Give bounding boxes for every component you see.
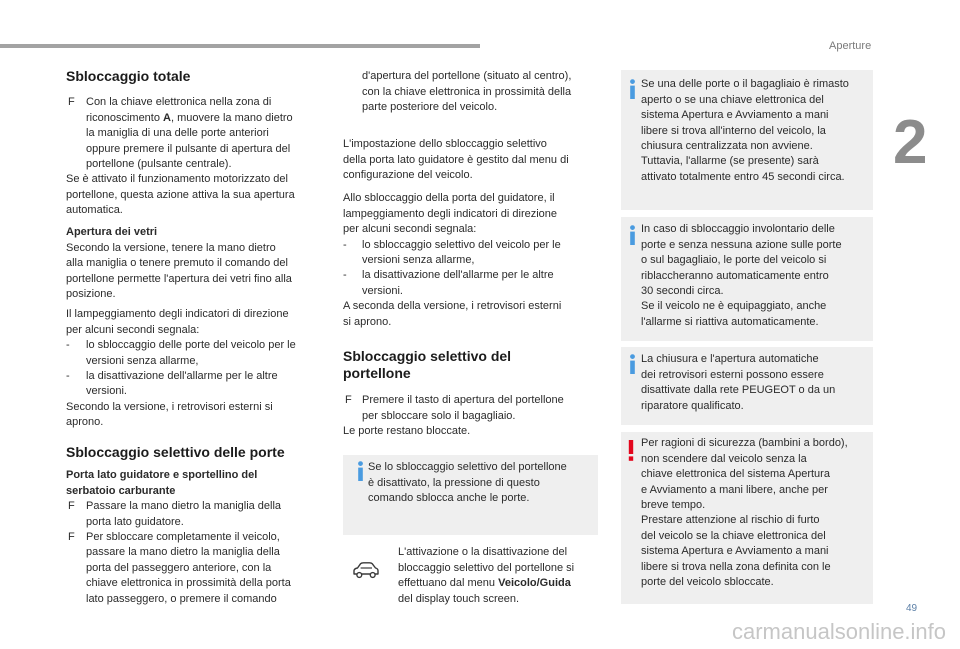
text-line: attivato totalmente entro 45 secondi circa.	[641, 170, 845, 183]
text-line: portellone	[343, 364, 411, 381]
dash-marker: -	[343, 269, 347, 282]
list-item-lines	[86, 338, 328, 369]
info-box-lines	[368, 460, 598, 506]
text-line: aperto o se una chiave elettronica del	[641, 93, 824, 106]
section-title: Aperture	[829, 40, 872, 52]
text-line: versioni senza allarme,	[86, 354, 199, 367]
text-line: lato passeggero, o premere il comando	[86, 592, 277, 605]
text-line: Se lo sbloccaggio selettivo del portellone	[368, 461, 567, 474]
text-segment: riconoscimento	[86, 111, 164, 124]
text-line: Con la chiave elettronica nella zona di	[86, 96, 272, 109]
text-line: portellone (pulsante centrale).	[86, 157, 232, 170]
watermark: carmanualsonline.info	[732, 619, 947, 644]
text-line: Le porte restano bloccate.	[343, 425, 471, 438]
text-line: la disattivazione dell'allarme per le altre	[362, 269, 554, 282]
chapter-number: 2	[893, 108, 928, 177]
paragraph	[66, 241, 328, 303]
text-line: oppure premere il pulsante di apertura del	[86, 142, 291, 155]
text-line: aprono.	[66, 416, 104, 429]
text-line: o sul bagagliaio, le porte del veicolo si	[641, 254, 827, 267]
text-line: Prestare attenzione al rischio di furto	[641, 514, 820, 527]
text-line: disattivate dalla rete PEUGEOT o da un	[641, 384, 836, 397]
paragraph	[66, 307, 328, 338]
setting-paragraph	[343, 137, 603, 183]
step-lines	[362, 393, 603, 424]
text-line: Secondo la versione, tenere la mano dietro	[66, 241, 276, 254]
text-line: lo sbloccaggio selettivo del veicolo per le	[362, 238, 561, 251]
text-line: si aprono.	[343, 315, 392, 328]
info-box	[621, 347, 873, 425]
text-line: configurazione del veicolo.	[343, 169, 473, 182]
text-line: portellone, questa azione attiva la sua apertura	[66, 188, 295, 201]
text-line: per alcuni secondi segnala:	[66, 323, 200, 336]
text-segment: effettuano dal menu	[398, 577, 499, 590]
list-item	[66, 338, 328, 369]
paragraph	[343, 424, 603, 439]
indicators-section	[66, 307, 328, 430]
bold-text: Veicolo/Guida	[498, 577, 571, 590]
text-line: Sbloccaggio selettivo del	[343, 347, 512, 364]
step-lines	[86, 499, 328, 530]
heading-total-unlocking: Sbloccaggio totale	[66, 67, 191, 84]
step-item	[343, 393, 603, 424]
text-line: porte e senza nessuna azione sulle porte	[641, 238, 842, 251]
windows-section	[66, 225, 328, 302]
text-line: Se è attivato il funzionamento motorizzato del	[66, 173, 288, 186]
text-line: è disattivato, la pressione di questo	[368, 476, 540, 489]
text-line: comando sblocca anche le porte.	[368, 492, 530, 505]
header-rule	[0, 44, 480, 48]
step-lines	[86, 95, 328, 172]
info-icon	[627, 354, 637, 374]
text-line: breve tempo.	[641, 498, 706, 511]
text-line	[398, 576, 603, 591]
step-item	[66, 95, 328, 172]
warning-box-lines	[641, 436, 873, 590]
text-line: passare la mano dietro la maniglia della	[86, 546, 280, 559]
text-line: Per ragioni di sicurezza (bambini a bordo),	[641, 437, 848, 450]
driver-door-section	[66, 468, 328, 607]
text-line: A seconda della versione, i retrovisori esterni	[343, 300, 562, 313]
text-line: non scendere dal veicolo senza la	[641, 452, 807, 465]
heading-selective-tailgate	[343, 348, 511, 382]
dash-marker: -	[343, 238, 347, 251]
text-line: Tuttavia, l'allarme (se presente) sarà	[641, 155, 819, 168]
text-line: riblaccheranno automaticamente entro	[641, 269, 829, 282]
info-icon	[627, 79, 637, 99]
selective-unlock-section	[343, 191, 603, 330]
text-line: Allo sbloccaggio della porta del guidatore, il	[343, 192, 555, 205]
step-lines	[86, 530, 328, 607]
info-box-lines	[641, 77, 873, 185]
dash-marker: -	[66, 339, 70, 352]
text-line: del display touch screen.	[398, 592, 520, 605]
text-line: portellone permette l'apertura dei vetri fino alla	[66, 272, 292, 285]
step-marker: F	[345, 394, 352, 407]
text-line: lo sbloccaggio delle porte del veicolo per le	[86, 339, 296, 352]
text-line: Se una delle porte o il bagagliaio è rimasto	[641, 78, 849, 91]
list-item-lines	[362, 238, 603, 269]
info-box-lines	[641, 352, 873, 414]
list-item-lines	[86, 369, 328, 400]
text-line: sistema Apertura e Avviamento a mani	[641, 545, 829, 558]
subheading-driver-door	[66, 468, 328, 499]
text-line: versioni.	[362, 284, 403, 297]
step-item	[66, 499, 328, 530]
text-line: del veicolo se la chiave elettronica del	[641, 529, 826, 542]
step-continuation	[343, 69, 622, 115]
car-icon	[352, 561, 380, 580]
paragraph	[66, 172, 328, 218]
text-line: L'impostazione dello sbloccaggio selettivo	[343, 138, 547, 151]
text-line: libere si trova all'interno del veicolo, la	[641, 124, 826, 137]
text-line: sistema Apertura e Avviamento a mani	[641, 109, 829, 122]
heading-selective-doors: Sbloccaggio selettivo delle porte	[66, 443, 285, 460]
text-line: posizione.	[66, 287, 116, 300]
info-box-lines	[641, 222, 873, 330]
step-item	[66, 530, 328, 607]
text-line: versioni senza allarme,	[362, 253, 475, 266]
list-item	[343, 268, 603, 299]
list-item-lines	[362, 268, 603, 299]
text-line: In caso di sbloccaggio involontario delle	[641, 223, 835, 236]
text-line: alla maniglia o tenere premuto il comando del	[66, 257, 288, 270]
text-line: Porta lato guidatore e sportellino del	[66, 469, 258, 482]
text-line: versioni.	[86, 385, 127, 398]
text-line: chiave elettronica in prossimità della porta	[86, 577, 291, 590]
text-line: La chiusura e l'apertura automatiche	[641, 353, 819, 366]
text-line: porta lato guidatore.	[86, 515, 184, 528]
info-box	[343, 455, 598, 535]
text-line: Il lampeggiamento degli indicatori di direzione	[66, 308, 289, 321]
list-item	[66, 369, 328, 400]
text-line: la disattivazione dell'allarme per le altre	[86, 369, 278, 382]
step-marker: F	[68, 530, 75, 543]
paragraph	[343, 191, 603, 237]
tailgate-section	[343, 393, 603, 439]
text-line: parte posteriore del veicolo.	[362, 101, 498, 114]
total-unlocking-text	[66, 95, 328, 218]
text-line: chiusura centralizzata non avviene.	[641, 139, 813, 152]
warning-box	[621, 432, 873, 604]
bold-text: A	[163, 111, 171, 124]
text-line: riparatore qualificato.	[641, 399, 744, 412]
text-line: bloccaggio selettivo del portellone si	[398, 561, 575, 574]
text-line	[86, 111, 328, 126]
text-line: Se il veicolo ne è equipaggiato, anche	[641, 300, 827, 313]
text-line: serbatoio carburante	[66, 484, 176, 497]
text-line: libere si trova nella zona definita con le	[641, 560, 831, 573]
paragraph	[66, 400, 328, 431]
info-box	[621, 217, 873, 341]
paragraph	[343, 299, 603, 330]
text-line: Per sbloccare completamente il veicolo,	[86, 530, 280, 543]
text-line: d'apertura del portellone (situato al centro),	[362, 70, 572, 83]
info-icon	[627, 225, 637, 245]
warning-icon	[626, 440, 636, 461]
text-line: porta del passeggero anteriore, con la	[86, 561, 272, 574]
step-marker: F	[68, 96, 75, 109]
info-icon	[355, 461, 365, 481]
text-segment: , muovere la mano dietro	[171, 111, 293, 124]
text-line: chiave elettronica del sistema Apertura	[641, 468, 830, 481]
step-marker: F	[68, 500, 75, 513]
text-line: Secondo la versione, i retrovisori esterni si	[66, 400, 273, 413]
page-number: 49	[906, 603, 918, 614]
dash-marker: -	[66, 369, 70, 382]
list-item	[343, 238, 603, 269]
text-line: per sbloccare solo il bagagliaio.	[362, 409, 516, 422]
text-line: automatica.	[66, 204, 123, 217]
info-box	[621, 70, 873, 210]
text-line: e Avviamento a mani libere, anche per	[641, 483, 828, 496]
text-line: lampeggiamento degli indicatori di direzione	[343, 207, 558, 220]
touchscreen-note	[398, 545, 603, 607]
subheading-windows: Apertura dei vetri	[66, 226, 158, 239]
text-line: porte del veicolo sbloccate.	[641, 575, 774, 588]
text-line: la maniglia di una delle porte anteriori	[86, 127, 269, 140]
text-line: l'allarme si riattiva automaticamente.	[641, 315, 819, 328]
text-line: della porta lato guidatore è gestito dal menu di	[343, 153, 569, 166]
text-line: Premere il tasto di apertura del portellone	[362, 394, 564, 407]
text-line: con la chiave elettronica in prossimità della	[362, 85, 572, 98]
text-line: per alcuni secondi segnala:	[343, 223, 477, 236]
text-line: Passare la mano dietro la maniglia della	[86, 500, 282, 513]
text-line: 30 secondi circa.	[641, 284, 724, 297]
text-line: L'attivazione o la disattivazione del	[398, 546, 568, 559]
text-line: dei retrovisori esterni possono essere	[641, 368, 824, 381]
